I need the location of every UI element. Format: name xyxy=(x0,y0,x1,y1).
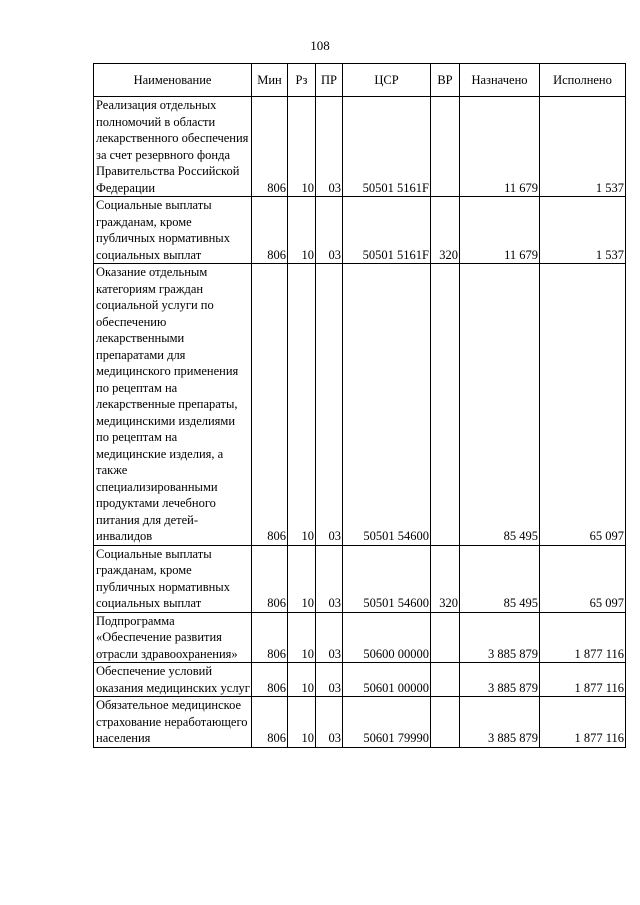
table-row xyxy=(94,697,626,748)
cell-planned: 85 495 xyxy=(460,545,540,612)
header-csr: ЦСР xyxy=(343,64,431,97)
cell-planned: 11 679 xyxy=(460,197,540,264)
cell-min: 806 xyxy=(252,545,288,612)
cell-csr: 50600 00000 xyxy=(343,612,431,663)
cell-min: 806 xyxy=(252,697,288,748)
header-planned: Назначено xyxy=(460,64,540,97)
cell-pr: 03 xyxy=(316,264,343,546)
header-rz: Рз xyxy=(288,64,316,97)
cell-min: 806 xyxy=(252,663,288,697)
cell-vr xyxy=(431,264,460,546)
header-name: Наименование xyxy=(94,64,252,97)
cell-min: 806 xyxy=(252,97,288,197)
cell-rz: 10 xyxy=(288,697,316,748)
cell-pr: 03 xyxy=(316,545,343,612)
cell-planned: 85 495 xyxy=(460,264,540,546)
cell-csr: 50601 00000 xyxy=(343,663,431,697)
cell-csr: 50501 54600 xyxy=(343,264,431,546)
cell-rz: 10 xyxy=(288,663,316,697)
cell-rz: 10 xyxy=(288,97,316,197)
cell-csr: 50501 5161F xyxy=(343,97,431,197)
budget-table xyxy=(93,63,626,748)
cell-executed: 65 097 xyxy=(540,545,626,612)
table-row xyxy=(94,545,626,612)
cell-executed: 1 877 116 xyxy=(540,697,626,748)
cell-name: Оказание отдельным категориям граждан социальной услуги по обеспечению лекарственными препаратами для медицинского применения по рецептам на лекарственные препараты, медицинскими изделиями по рецептам на медицинские изделия, а также специализированными продуктами лечебного питания для детей-инвалидов xyxy=(94,264,252,546)
cell-rz: 10 xyxy=(288,612,316,663)
table-row xyxy=(94,264,626,546)
cell-name: Социальные выплаты гражданам, кроме публичных нормативных социальных выплат xyxy=(94,197,252,264)
table-row xyxy=(94,663,626,697)
cell-name: Социальные выплаты гражданам, кроме публичных нормативных социальных выплат xyxy=(94,545,252,612)
cell-csr: 50501 5161F xyxy=(343,197,431,264)
cell-pr: 03 xyxy=(316,697,343,748)
table-body xyxy=(94,97,626,748)
cell-planned: 3 885 879 xyxy=(460,612,540,663)
cell-min: 806 xyxy=(252,264,288,546)
cell-executed: 1 537 xyxy=(540,197,626,264)
table-row xyxy=(94,197,626,264)
cell-name: Подпрограмма «Обеспечение развития отрасли здравоохранения» xyxy=(94,612,252,663)
cell-rz: 10 xyxy=(288,264,316,546)
cell-csr: 50501 54600 xyxy=(343,545,431,612)
cell-pr: 03 xyxy=(316,663,343,697)
cell-vr: 320 xyxy=(431,545,460,612)
cell-vr xyxy=(431,612,460,663)
cell-planned: 3 885 879 xyxy=(460,663,540,697)
cell-min: 806 xyxy=(252,612,288,663)
cell-vr: 320 xyxy=(431,197,460,264)
cell-executed: 1 877 116 xyxy=(540,663,626,697)
header-executed: Исполнено xyxy=(540,64,626,97)
cell-vr xyxy=(431,697,460,748)
cell-executed: 1 877 116 xyxy=(540,612,626,663)
cell-rz: 10 xyxy=(288,197,316,264)
cell-name: Обязательное медицинское страхование неработающего населения xyxy=(94,697,252,748)
cell-executed: 1 537 xyxy=(540,97,626,197)
header-vr: ВР xyxy=(431,64,460,97)
header-min: Мин xyxy=(252,64,288,97)
cell-rz: 10 xyxy=(288,545,316,612)
table-row xyxy=(94,612,626,663)
cell-pr: 03 xyxy=(316,97,343,197)
cell-planned: 3 885 879 xyxy=(460,697,540,748)
cell-vr xyxy=(431,663,460,697)
header-row xyxy=(94,64,626,97)
cell-executed: 65 097 xyxy=(540,264,626,546)
header-pr: ПР xyxy=(316,64,343,97)
cell-vr xyxy=(431,97,460,197)
cell-min: 806 xyxy=(252,197,288,264)
table-row xyxy=(94,97,626,197)
cell-pr: 03 xyxy=(316,612,343,663)
cell-name: Обеспечение условий оказания медицинских услуг xyxy=(94,663,252,697)
cell-planned: 11 679 xyxy=(460,97,540,197)
cell-name: Реализация отдельных полномочий в области лекарственного обеспечения за счет резервного фонда Правительства Российской Федерации xyxy=(94,97,252,197)
table-header xyxy=(94,64,626,97)
cell-csr: 50601 79990 xyxy=(343,697,431,748)
page-number: 108 xyxy=(310,38,330,53)
cell-pr: 03 xyxy=(316,197,343,264)
